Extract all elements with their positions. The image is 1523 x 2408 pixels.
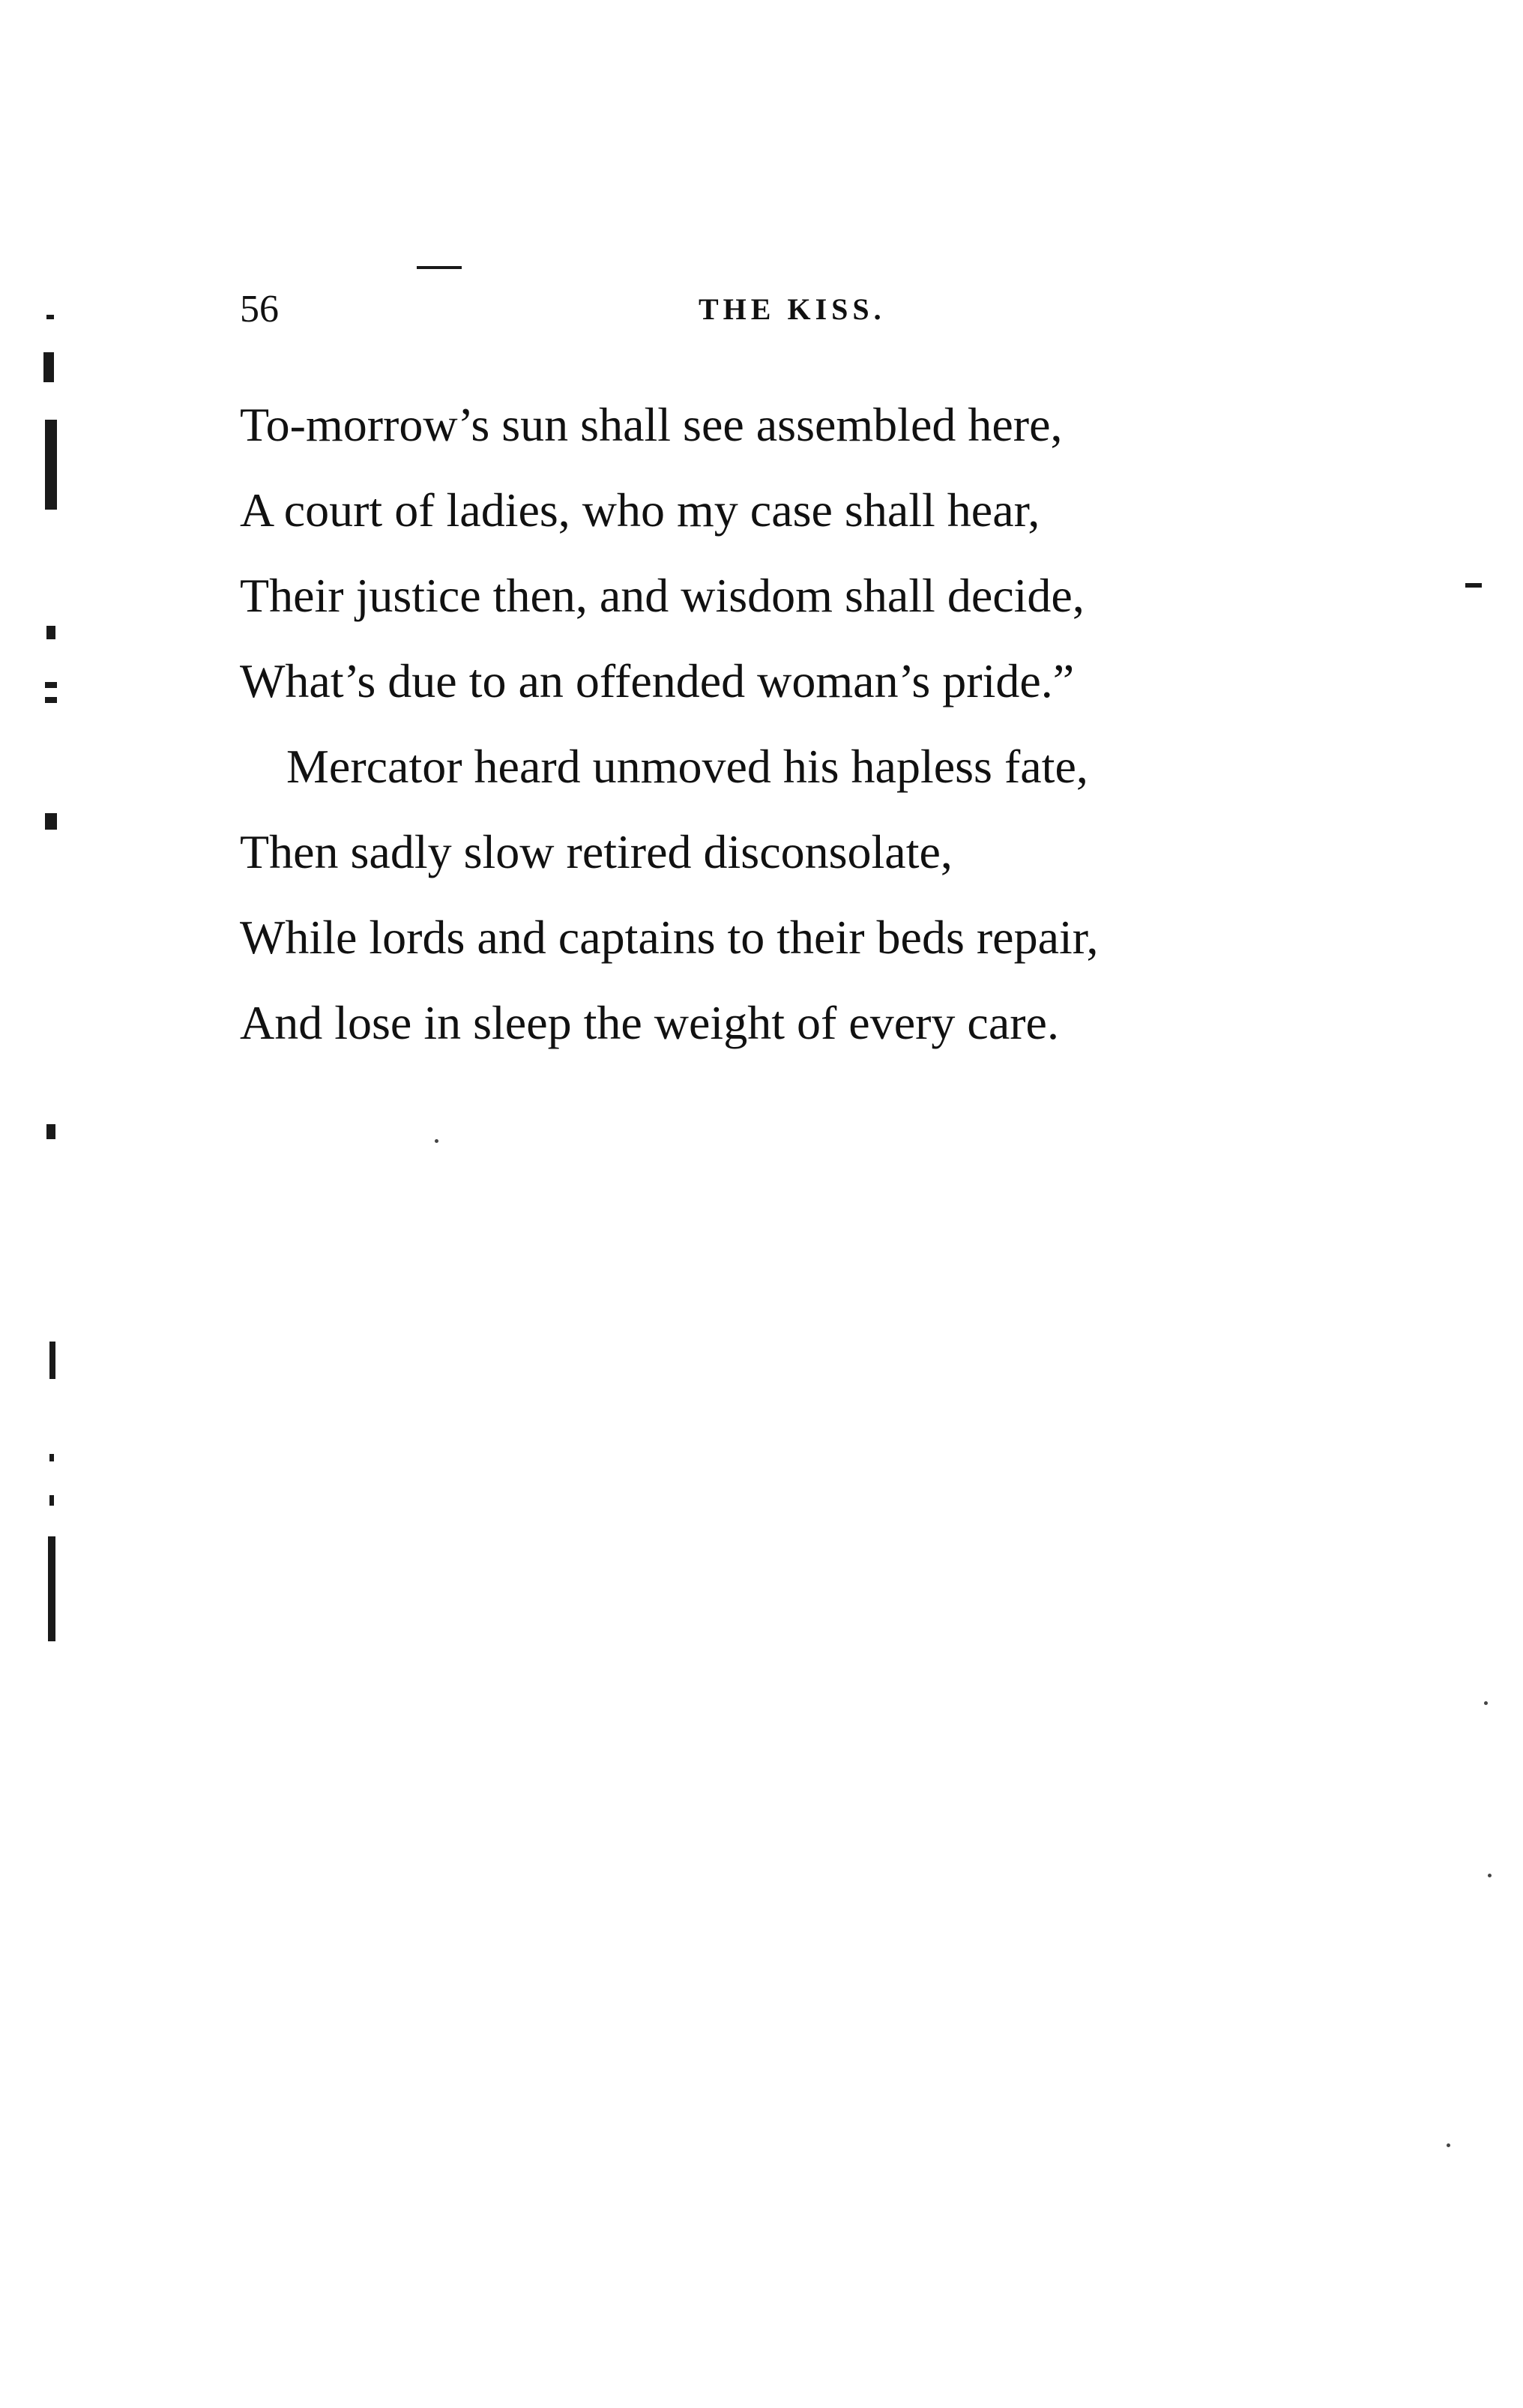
scan-speck [1488, 1874, 1492, 1877]
scan-artifact [45, 420, 57, 510]
scan-artifact [46, 626, 55, 639]
poem-text [240, 382, 1327, 1066]
scan-artifact [46, 315, 54, 319]
verse-line: Their justice then, and wisdom shall decide, [240, 569, 1085, 622]
verse-line: Mercator heard unmoved his hapless fate, [286, 740, 1088, 793]
scan-artifact [49, 1454, 54, 1461]
verse-line: Then sadly slow retired disconsolate, [240, 825, 953, 878]
verse-line: And lose in sleep the weight of every care. [240, 996, 1059, 1049]
scan-artifact [49, 1495, 54, 1506]
scan-artifact [49, 1342, 55, 1379]
page-number: 56 [240, 288, 279, 331]
scan-artifact [417, 266, 462, 269]
scan-artifact [45, 813, 57, 830]
scan-artifact [43, 352, 54, 382]
scan-artifact [45, 697, 57, 703]
verse-line: What’s due to an offended woman’s pride.” [240, 654, 1075, 707]
running-title: THE KISS. [699, 292, 886, 326]
verse-line: While lords and captains to their beds repair, [240, 911, 1099, 964]
scan-artifact [1465, 583, 1482, 588]
scan-artifact [48, 1536, 55, 1641]
verse-line: To-morrow’s sun shall see assembled here, [240, 398, 1063, 451]
scan-speck [1484, 1701, 1488, 1705]
scan-speck [435, 1139, 438, 1143]
scan-speck [1447, 2143, 1450, 2147]
verse-line: A court of ladies, who my case shall hear, [240, 483, 1040, 537]
scan-artifact [46, 1124, 55, 1139]
scan-artifact [45, 682, 57, 688]
running-head [240, 283, 1289, 336]
